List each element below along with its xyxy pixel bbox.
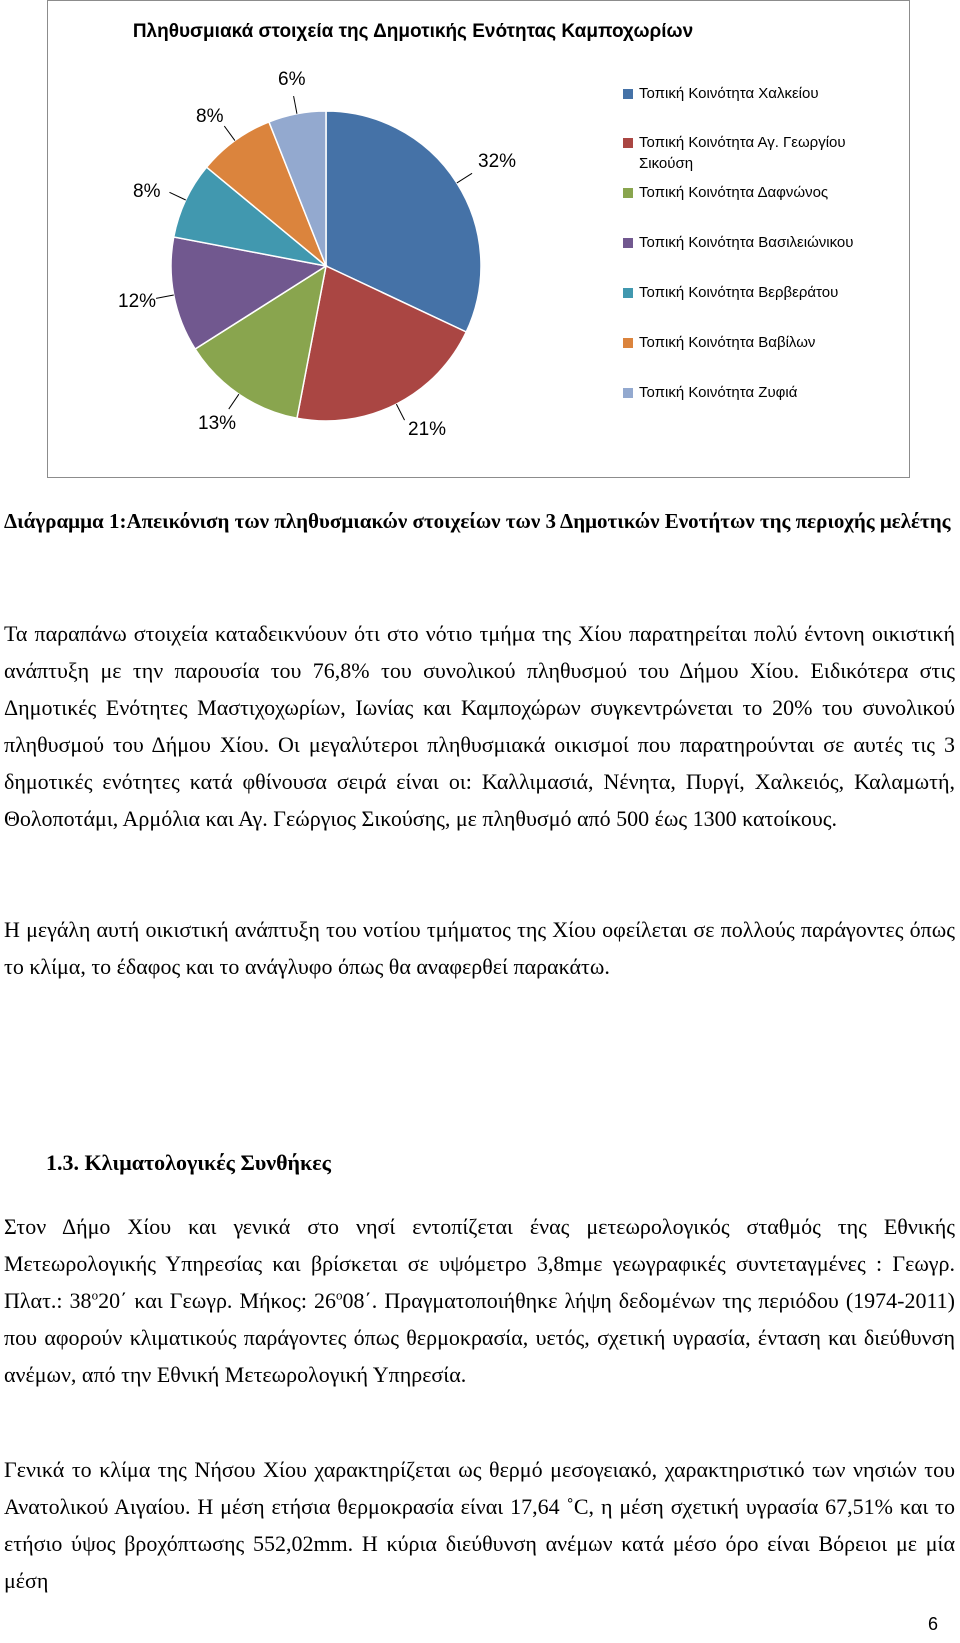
legend-entry <box>623 182 883 203</box>
legend-label: Τοπική Κοινότητα Βασιλειώνικου <box>639 234 854 251</box>
leader-line <box>294 96 297 114</box>
legend-label: Τοπική Κοινότητα Βερβεράτου <box>639 284 839 301</box>
legend-swatch <box>623 138 633 148</box>
legend-swatch <box>623 188 633 198</box>
legend-label: Τοπική Κοινότητα Αγ. Γεωργίου Σικούση <box>639 134 846 172</box>
paragraph-climate-station <box>4 1208 955 1393</box>
data-label: 21% <box>408 419 447 440</box>
paragraph-climate-general: Γενικά το κλίμα της Νήσου Χίου χαρακτηρίζεται ως θερμό μεσογειακό, χαρακτηριστικό των νησιών του Ανατολικού Αιγαίου. Η μέση ετήσια θερμοκρασία είναι 17,64 ˚C, η μέση σχετική υγρασία 67,51% και το ετήσιο ύψος βροχόπτωσης 552,02mm. Η κύρια διεύθυνση ανέμων κατά μέσο όρο είναι Βόρειοι με μία μέση <box>4 1457 955 1593</box>
legend-entry <box>623 382 883 403</box>
legend-entry <box>623 83 883 104</box>
legend-entry <box>623 132 883 174</box>
legend-label: Τοπική Κοινότητα Χαλκείου <box>639 85 819 102</box>
legend-label: Τοπική Κοινότητα Δαφνώνος <box>639 184 829 201</box>
text-segment: Στον Δήμο Χίου και γενικά στο νησί εντοπίζεται ένας μετεωρολογικός σταθμός της Εθνικής Μετεωρολογικής Υπηρεσίας και βρίσκεται σε υψόμετρο 3,8mμε γεωγραφικές συντεταγμένες : Γεωγρ. Πλατ.: 38 <box>4 1214 955 1313</box>
legend-entry <box>623 282 883 303</box>
page-number: 6 <box>927 1614 938 1634</box>
data-label: 8% <box>133 181 161 202</box>
leader-line <box>224 126 235 141</box>
degree-superscript: o <box>335 1287 343 1303</box>
paragraph-development: Η μεγάλη αυτή οικιστική ανάπτυξη του νοτίου τμήματος της Χίου οφείλεται σε πολλούς παράγοντες όπως το κλίμα, το έδαφος και το ανάγλυφο όπως θα αναφερθεί παρακάτω. <box>4 917 955 979</box>
data-label: 6% <box>278 69 306 90</box>
legend-swatch <box>623 89 633 99</box>
paragraph-population: Τα παραπάνω στοιχεία καταδεικνύουν ότι στο νότιο τμήμα της Χίου παρατηρείται πολύ έντονη οικιστική ανάπτυξη με την παρουσία του 76,8% του συνολικού πληθυσμού του Δήμου Χίου. Ειδικότερα στις Δημοτικές Ενότητες Μαστιχοχωρίων, Ιωνίας και Καμποχώρων συγκεντρώνεται το 20% του συνολικού πληθυσμού του Δήμου Χίου. Οι μεγαλύτεροι πληθυσμιακά οικισμοί που παρατηρούνται σε αυτές τις 3 δημοτικές ενότητες κατά φθίνουσα σειρά είναι οι: Καλλιμασιά, Νένητα, Πυργί, Χαλκειός, Καλαμωτή, Θολοποτάμι, Αρμόλια και Αγ. Γεώργιος Σικούσης, με πληθυσμό από 500 έως 1300 κατοίκους. <box>4 621 955 831</box>
leader-line <box>156 295 174 298</box>
leader-line <box>457 173 472 183</box>
legend-swatch <box>623 388 633 398</box>
figure-caption: Διάγραμμα 1:Απεικόνιση των πληθυσμιακών στοιχείων των 3 Δημοτικών Ενοτήτων της περιοχής μελέτης <box>4 509 951 533</box>
text-segment: 08΄. Πραγματοποιήθηκε λήψη δεδομένων της περιόδου (1974-2011) που αφορούν κλιματικούς παράγοντες όπως θερμοκρασία, υετός, σχετική υγρασία, ένταση και διεύθυνση ανέμων, από την Εθνική Μετεωρολογική Υπηρεσία. <box>4 1288 955 1387</box>
data-label: 32% <box>478 151 517 172</box>
leader-line <box>169 192 185 200</box>
legend-swatch <box>623 338 633 348</box>
legend-entry <box>623 232 883 253</box>
text-segment: 20΄ και Γεωγρ. Μήκος: 26 <box>98 1288 336 1313</box>
data-label: 12% <box>118 291 157 312</box>
section-heading: 1.3. Κλιματολογικές Συνθήκες <box>46 1150 331 1175</box>
legend-label: Τοπική Κοινότητα Ζυφιά <box>639 384 798 401</box>
legend-entry <box>623 332 883 353</box>
legend-swatch <box>623 238 633 248</box>
chart-title: Πληθυσμιακά στοιχεία της Δημοτικής Ενότητας Καμποχωρίων <box>132 21 694 42</box>
leader-line <box>396 404 404 420</box>
data-label: 8% <box>196 106 224 127</box>
pie-chart <box>47 0 910 478</box>
legend-label: Τοπική Κοινότητα Βαβίλων <box>639 334 816 351</box>
legend-swatch <box>623 288 633 298</box>
data-label: 13% <box>198 413 237 434</box>
leader-line <box>229 394 239 409</box>
degree-superscript: o <box>91 1287 99 1303</box>
